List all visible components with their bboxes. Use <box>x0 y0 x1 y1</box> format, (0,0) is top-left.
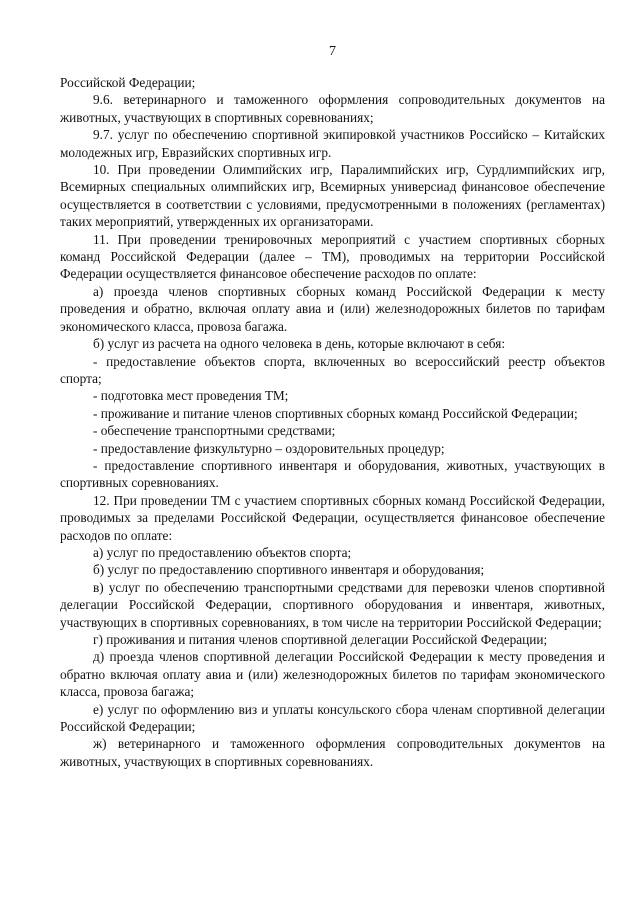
list-item-accommodation: - проживание и питание членов спортивных сборных команд Российской Федерации; <box>93 405 578 421</box>
paragraph-12-b: б) услуг по предоставлению спортивного инвентаря и оборудования; <box>93 562 485 578</box>
paragraph-12-g: г) проживания и питания членов спортивной делегации Российской Федерации; <box>93 632 548 647</box>
paragraph-12-v: в) услуг по обеспечению транспортными средствами для перевозки членов спортивной делегации Российской Федерации, спортивного оборудования и инвентаря, животных, участвующих в спортивных соревнованиях, в том числе на территории Российской Федерации; <box>60 579 605 630</box>
paragraph-11: 11. При проведении тренировочных мероприятий с участием спортивных сборных команд Российской Федерации (далее – ТМ), проводимых на территории Российской Федерации осуществляется финансовое обеспечение расходов по оплате: <box>60 231 605 282</box>
paragraph-12-zh: ж) ветеринарного и таможенного оформления сопроводительных документов на животных, участвующих в спортивных соревнованиях. <box>60 736 605 769</box>
paragraph-12: 12. При проведении ТМ с участием спортивных сборных команд Российской Федерации, проводимых за пределами Российской Федерации, осуществляется финансовое обеспечение расходов по оплате: <box>60 492 605 543</box>
list-item-equipment: - предоставление спортивного инвентаря и оборудования, животных, участвующих в спортивных соревнованиях. <box>60 457 605 491</box>
list-item-health-procedures: - предоставление физкультурно – оздоровительных процедур; <box>93 440 445 456</box>
paragraph-12-d: д) проезда членов спортивной делегации Российской Федерации к месту проведения и обратно включая оплату авиа и (или) железнодорожных билетов по тарифам экономического класса, провоза багажа; <box>60 649 605 700</box>
list-item-sport-facilities: - предоставление объектов спорта, включенных во всероссийский реестр объектов спорта; <box>60 353 605 386</box>
list-item-transport: - обеспечение транспортными средствами; <box>93 423 336 439</box>
document-body <box>60 74 605 770</box>
paragraph-12-e: е) услуг по оформлению виз и уплаты консульского сбора членам спортивной делегации Российской Федерации; <box>60 701 605 735</box>
paragraph-11-b: б) услуг из расчета на одного человека в день, которые включают в себя: <box>93 336 506 352</box>
paragraph-10: 10. При проведении Олимпийских игр, Паралимпийских игр, Сурдлимпийских игр, Всемирных специальных олимпийских игр, Всемирных универсиад финансовое обеспечение осуществляется в соответствии с условиями, предусмотренными в положениях (регламентах) таких мероприятий, утвержденных их организаторами. <box>60 162 605 230</box>
page-number: 7 <box>329 44 336 59</box>
paragraph-9-6: 9.6. ветеринарного и таможенного оформления сопроводительных документов на животных, участвующих в спортивных соревнованиях; <box>60 92 605 125</box>
paragraph-continuation: Российской Федерации; <box>60 75 196 90</box>
paragraph-11-a: а) проезда членов спортивных сборных команд Российской Федерации к месту проведения и обратно, включая оплату авиа и (или) железнодорожных билетов по тарифам экономического класса, провоза багажа. <box>60 283 605 334</box>
paragraph-9-7: 9.7. услуг по обеспечению спортивной экипировкой участников Российско – Китайских молодежных игр, Евразийских спортивных игр. <box>60 127 605 160</box>
paragraph-12-a: а) услуг по предоставлению объектов спорта; <box>93 544 352 560</box>
list-item-venue-preparation: - подготовка мест проведения ТМ; <box>93 388 289 404</box>
